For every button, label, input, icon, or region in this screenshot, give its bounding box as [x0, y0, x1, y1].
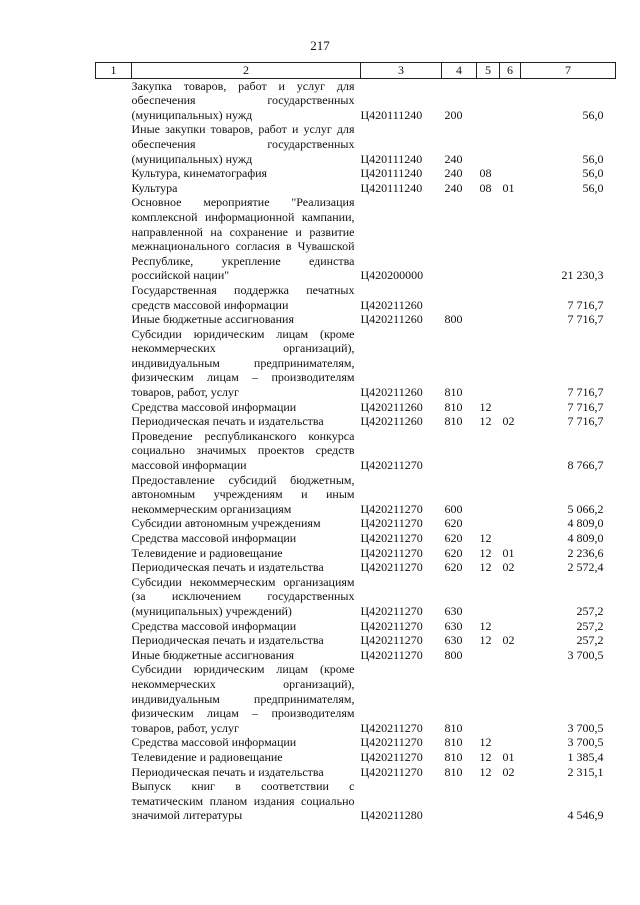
cell-pr: 01: [502, 749, 515, 764]
cell-sum: 7 716,7: [567, 414, 604, 429]
cell-sum: 2 315,1: [567, 764, 604, 779]
cell-rz: 12: [479, 764, 492, 779]
cell-pr: [500, 283, 521, 312]
table-row: [96, 312, 616, 327]
cell-pr: [500, 516, 521, 531]
cell-empty: [96, 283, 132, 312]
cell-rz: [477, 122, 500, 166]
cell-pr: 02: [502, 414, 515, 429]
cell-name: Государственная поддержка печатных средств массовой информации: [131, 282, 355, 312]
cell-code: Ц420211260: [360, 414, 423, 429]
table-row: [96, 546, 616, 561]
table-row: [96, 765, 616, 780]
cell-pr: [500, 473, 521, 517]
cell-code: Ц420211270: [360, 764, 423, 779]
cell-pr: [500, 648, 521, 663]
table-row: [96, 195, 616, 283]
table-row: [96, 400, 616, 415]
cell-name: Субсидии юридическим лицам (кроме некоммерческих организаций), индивидуальным предпринимателям, физическим лицам – производителям товаров, работ, услуг: [131, 326, 355, 400]
cell-code: Ц420211270: [360, 458, 423, 473]
cell-sum: 2 572,4: [567, 560, 604, 575]
cell-name: Проведение республиканского конкурса социально значимых проектов средств массовой информации: [131, 428, 355, 473]
cell-sum: 4 809,0: [567, 531, 604, 545]
table-row: [96, 779, 616, 823]
cell-vr: 200: [444, 107, 463, 122]
cell-code: Ц420211260: [360, 399, 423, 414]
cell-pr: [500, 312, 521, 327]
cell-code: Ц420111240: [360, 166, 423, 181]
cell-sum: 8 766,7: [567, 458, 604, 473]
table-header-row: [96, 63, 616, 79]
cell-rz: [477, 516, 500, 531]
cell-empty: [96, 516, 132, 531]
cell-pr: 02: [502, 764, 515, 779]
cell-empty: [96, 531, 132, 546]
cell-empty: [96, 78, 132, 122]
cell-pr: [500, 195, 521, 283]
cell-vr: 600: [444, 501, 463, 516]
cell-vr: 810: [444, 764, 463, 779]
header-col-5: 5: [477, 63, 500, 79]
cell-code: Ц420211260: [360, 385, 423, 400]
cell-pr: [500, 122, 521, 166]
cell-rz: [477, 78, 500, 122]
cell-vr: 810: [444, 749, 463, 764]
cell-pr: [500, 619, 521, 634]
cell-vr: 620: [444, 531, 463, 545]
cell-vr: 620: [444, 560, 463, 575]
cell-name: Средства массовой информации: [131, 399, 297, 414]
cell-sum: 4 546,9: [567, 808, 604, 823]
cell-sum: 56,0: [582, 166, 604, 181]
cell-vr: 810: [444, 414, 463, 429]
cell-pr: 01: [502, 545, 515, 560]
table-row: [96, 662, 616, 735]
cell-name: Предоставление субсидий бюджетным, автономным учреждениям и иным некоммерческим организациям: [131, 472, 355, 516]
cell-rz: [477, 648, 500, 663]
cell-empty: [96, 779, 132, 823]
cell-rz: 12: [479, 618, 492, 633]
cell-pr: [500, 735, 521, 750]
cell-rz: 12: [479, 560, 492, 575]
cell-name: Субсидии некоммерческим организациям (за исключением государственных (муниципальных) учреждений): [131, 574, 355, 618]
cell-empty: [96, 473, 132, 517]
cell-code: Ц420211260: [360, 297, 423, 312]
cell-name: Культура: [131, 180, 178, 195]
cell-sum: 7 716,7: [567, 399, 604, 414]
cell-empty: [96, 195, 132, 283]
table-row: [96, 750, 616, 765]
cell-pr: [500, 779, 521, 823]
cell-empty: [96, 546, 132, 561]
cell-code: Ц420211270: [360, 603, 423, 618]
cell-vr: 240: [444, 151, 463, 166]
cell-pr: [500, 327, 521, 400]
cell-empty: [96, 166, 132, 181]
cell-empty: [96, 327, 132, 400]
cell-vr: 800: [444, 312, 463, 327]
cell-name: Периодическая печать и издательства: [131, 764, 324, 779]
cell-empty: [96, 575, 132, 619]
cell-empty: [96, 560, 132, 575]
cell-sum: 257,2: [576, 603, 604, 618]
cell-empty: [96, 619, 132, 634]
cell-rz: 12: [479, 531, 492, 545]
cell-sum: 21 230,3: [561, 268, 604, 283]
cell-empty: [96, 400, 132, 415]
cell-rz: [477, 195, 500, 283]
cell-rz: [477, 312, 500, 327]
table-row: [96, 633, 616, 648]
cell-vr: 810: [444, 385, 463, 400]
cell-name: Культура, кинематография: [131, 166, 268, 181]
cell-name: Средства массовой информации: [131, 618, 297, 633]
cell-sum: 7 716,7: [567, 385, 604, 400]
cell-name: Выпуск книг в соответствии с тематическим планом издания социально значимой литературы: [131, 779, 355, 823]
cell-empty: [96, 750, 132, 765]
cell-pr: [500, 662, 521, 735]
table-row: [96, 327, 616, 400]
cell-vr: 240: [444, 180, 463, 195]
table-row: [96, 619, 616, 634]
cell-name: Телевидение и радиовещание: [131, 749, 283, 764]
cell-name: Закупка товаров, работ и услуг для обеспечения государственных (муниципальных) нужд: [131, 78, 355, 122]
table-row: [96, 429, 616, 473]
cell-empty: [96, 648, 132, 663]
table-row: [96, 166, 616, 181]
cell-code: Ц420211270: [360, 633, 423, 648]
cell-sum: 3 700,5: [567, 647, 604, 662]
cell-rz: [477, 779, 500, 823]
cell-pr: [500, 429, 521, 473]
cell-name: Иные закупки товаров, работ и услуг для обеспечения государственных (муниципальных) нужд: [131, 122, 355, 166]
cell-empty: [96, 633, 132, 648]
cell-name: Средства массовой информации: [131, 531, 297, 545]
cell-vr: 810: [444, 735, 463, 750]
cell-empty: [96, 122, 132, 166]
cell-code: Ц420211270: [360, 531, 423, 545]
cell-name: Периодическая печать и издательства: [131, 560, 324, 575]
cell-code: Ц420200000: [360, 268, 424, 283]
table-row: [96, 414, 616, 429]
page-number: 217: [310, 38, 330, 53]
cell-vr: [442, 779, 477, 823]
cell-name: Субсидии юридическим лицам (кроме некоммерческих организаций), индивидуальным предпринимателям, физическим лицам – производителям товаров, работ, услуг: [131, 662, 355, 735]
cell-pr: [500, 575, 521, 619]
cell-sum: 56,0: [582, 151, 604, 166]
cell-sum: 5 066,2: [567, 501, 604, 516]
cell-rz: 08: [479, 166, 492, 181]
cell-vr: 810: [444, 399, 463, 414]
cell-rz: [477, 575, 500, 619]
cell-code: Ц420111240: [360, 107, 423, 122]
cell-pr: [500, 166, 521, 181]
cell-name: Периодическая печать и издательства: [131, 414, 324, 429]
cell-pr: 02: [502, 560, 515, 575]
cell-code: Ц420211260: [360, 312, 423, 327]
cell-pr: [500, 78, 521, 122]
cell-rz: 12: [479, 749, 492, 764]
header-col-2: 2: [132, 63, 361, 79]
cell-name: Основное мероприятие "Реализация комплексной информационной кампании, направленной на сохранение и развитие межнационального согласия в Чувашской Республике, укрепление единства российской нации": [131, 195, 355, 283]
header-col-7: 7: [521, 63, 616, 79]
table-row: [96, 575, 616, 619]
cell-empty: [96, 181, 132, 196]
cell-code: Ц420211270: [360, 735, 423, 750]
cell-vr: 620: [444, 545, 463, 560]
cell-rz: [477, 429, 500, 473]
cell-empty: [96, 662, 132, 735]
cell-sum: 1 385,4: [567, 749, 604, 764]
table-row: [96, 516, 616, 531]
cell-rz: 12: [479, 414, 492, 429]
cell-name: Средства массовой информации: [131, 735, 297, 750]
cell-code: Ц420111240: [360, 180, 423, 195]
table-row: [96, 735, 616, 750]
cell-empty: [96, 429, 132, 473]
cell-vr: 240: [444, 166, 463, 181]
cell-sum: 257,2: [576, 633, 604, 648]
cell-vr: 620: [444, 516, 463, 531]
table-row: [96, 122, 616, 166]
cell-sum: 3 700,5: [567, 735, 604, 750]
cell-empty: [96, 735, 132, 750]
cell-name: Субсидии автономным учреждениям: [131, 516, 321, 531]
cell-sum: 7 716,7: [567, 312, 604, 327]
cell-rz: 08: [479, 180, 492, 195]
cell-pr: [500, 531, 521, 546]
table-row: [96, 473, 616, 517]
table-row: [96, 648, 616, 663]
cell-sum: 7 716,7: [567, 297, 604, 312]
cell-rz: [477, 662, 500, 735]
cell-vr: [442, 283, 477, 312]
header-col-1: 1: [96, 63, 132, 79]
cell-vr: 630: [444, 603, 463, 618]
header-col-6: 6: [500, 63, 521, 79]
header-col-4: 4: [442, 63, 477, 79]
cell-rz: [477, 327, 500, 400]
cell-pr: 01: [502, 180, 515, 195]
cell-sum: 56,0: [582, 180, 604, 195]
cell-vr: [442, 429, 477, 473]
cell-empty: [96, 765, 132, 780]
cell-rz: 12: [479, 399, 492, 414]
cell-vr: 810: [444, 720, 463, 735]
cell-code: Ц420211270: [360, 545, 423, 560]
header-col-3: 3: [361, 63, 442, 79]
table-body: [96, 78, 616, 823]
cell-vr: 630: [444, 633, 463, 648]
cell-empty: [96, 312, 132, 327]
cell-name: Периодическая печать и издательства: [131, 633, 324, 648]
cell-code: Ц420211270: [360, 560, 423, 575]
cell-code: Ц420211280: [360, 808, 423, 823]
table-row: [96, 560, 616, 575]
cell-rz: 12: [479, 633, 492, 648]
cell-name: Иные бюджетные ассигнования: [131, 312, 294, 327]
cell-code: Ц420211270: [360, 516, 423, 531]
cell-sum: 257,2: [576, 618, 604, 633]
cell-rz: [477, 473, 500, 517]
cell-pr: [500, 400, 521, 415]
cell-code: Ц420211270: [360, 501, 423, 516]
cell-pr: 02: [502, 633, 515, 648]
table-row: [96, 181, 616, 196]
table-row: [96, 78, 616, 122]
cell-rz: 12: [479, 545, 492, 560]
cell-sum: 4 809,0: [567, 516, 604, 531]
cell-code: Ц420211270: [360, 618, 423, 633]
cell-name: Телевидение и радиовещание: [131, 545, 283, 560]
table-row: [96, 531, 616, 546]
cell-vr: 630: [444, 618, 463, 633]
cell-vr: [442, 195, 477, 283]
table-row: [96, 283, 616, 312]
cell-rz: [477, 283, 500, 312]
cell-code: Ц420211270: [360, 749, 423, 764]
cell-empty: [96, 414, 132, 429]
cell-sum: 3 700,5: [567, 720, 604, 735]
cell-code: Ц420111240: [360, 151, 423, 166]
cell-name: Иные бюджетные ассигнования: [131, 647, 294, 662]
cell-code: Ц420211270: [360, 647, 423, 662]
cell-code: Ц420211270: [360, 720, 423, 735]
budget-table: [95, 62, 616, 823]
cell-rz: 12: [479, 735, 492, 750]
cell-sum: 56,0: [582, 107, 604, 122]
cell-vr: 800: [444, 647, 463, 662]
cell-sum: 2 236,6: [567, 545, 604, 560]
